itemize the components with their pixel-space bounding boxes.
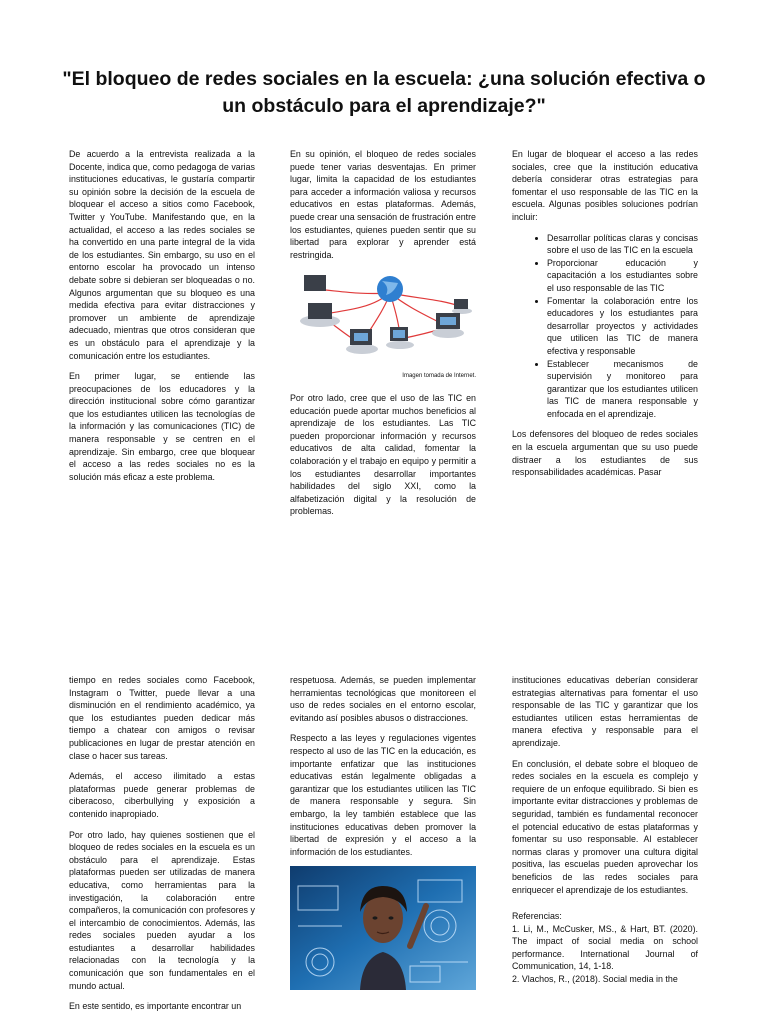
page2-column-3 bbox=[512, 674, 698, 986]
reference-item: 1. Li, M., McCusker, MS., & Hart, BT. (2020). The impact of social media on school performance. International Journal of Communication, 14, 1-18. bbox=[512, 923, 698, 972]
list-item: • Fomentar la colaboración entre los educadores y los estudiantes para desarrollar proyectos y actividades que utilicen las TIC de manera efectiva y responsable bbox=[547, 295, 698, 358]
page1-column-1 bbox=[69, 148, 255, 491]
image-caption: Imagen tomada de Internet. bbox=[402, 373, 476, 380]
paragraph: Respecto a las leyes y regulaciones vigentes respecto al uso de las TIC en la educación, es importante enfatizar que las instituciones educativas están legalmente obligadas a garantizar que los estudiantes utilicen las TIC de manera responsable y segura. Sin embargo, la ley también establece que las instituciones educativas deben promover la libertad de expresión y el acceso a la información de los estudiantes. bbox=[290, 733, 476, 857]
paragraph: Por otro lado, hay quienes sostienen que el bloqueo de redes sociales en la escuela es un obstáculo para el aprendizaje. Estas plataformas pueden ser utilizadas de manera educativa, como herramientas para la investigación, la colaboración entre compañeros, la comunicación con profesores y el intercambio de conocimientos. Además, las redes sociales pueden ayudar a los estudiantes a desarrollar habilidades relacionadas con la tecnología y la comunicación que son fundamentales en el mundo actual. bbox=[69, 829, 255, 991]
list-item: • Proporcionar educación y capacitación a los estudiantes sobre el uso responsable de las TIC bbox=[547, 257, 698, 295]
reference-item: 2. Vlachos, R., (2018). Social media in the bbox=[512, 974, 678, 985]
article-title: "El bloqueo de redes sociales en la escuela: ¿una solución efectiva o un obstáculo para el aprendizaje?" bbox=[62, 68, 706, 117]
woman-touchscreen-photo bbox=[290, 866, 476, 990]
page2-column-2 bbox=[290, 674, 476, 990]
page1-column-2 bbox=[290, 148, 476, 526]
list-item: • Desarrollar políticas claras y concisas sobre el uso de las TIC en la escuela bbox=[547, 232, 698, 257]
references-heading: Referencias: bbox=[512, 911, 562, 922]
paragraph: Los defensores del bloqueo de redes sociales en la escuela argumentan que su uso puede distraer a los estudiantes de sus responsabilidades académicas. Pasar bbox=[512, 429, 698, 478]
paragraph: En lugar de bloquear el acceso a las redes sociales, cree que la institución educativa debería considerar otras estrategias para fomentar el uso responsable de las TIC en la escuela. Algunas posibles soluciones podrían incluir: bbox=[512, 149, 698, 222]
page2-column-1 bbox=[69, 674, 255, 1021]
paragraph: instituciones educativas deberían considerar estrategias alternativas para fomentar el uso responsable de las TIC y garantizar que los estudiantes utilicen estas herramientas de manera efectiva y responsable para el aprendizaje. bbox=[512, 675, 698, 748]
page1-column-3 bbox=[512, 148, 698, 487]
paragraph: Además, el acceso ilimitado a estas plataformas puede generar problemas de ciberacoso, ciberbullying y exposición a contenido inapropiado. bbox=[69, 771, 255, 819]
paragraph: En primer lugar, se entiende las preocupaciones de los educadores y la dirección institucional sobre cómo garantizar que los estudiantes utilicen las tecnologías de la información y las comunicaciones (TIC) de manera responsable y se centren en el aprendizaje. Sin embargo, cree que bloquear el acceso a las redes sociales no es la solución más eficaz a este problema. bbox=[69, 371, 255, 482]
list-item: • Establecer mecanismos de supervisión y monitoreo para garantizar que los estudiantes utilicen las TIC de manera responsable y enfocada en el aprendizaje. bbox=[547, 358, 698, 421]
paragraph: En este sentido, es importante encontrar un bbox=[69, 1001, 242, 1012]
paragraph: tiempo en redes sociales como Facebook, Instagram o Twitter, puede llevar a una disminución en el rendimiento académico, ya que los estudiantes pueden dedicar más tiempo a chatear con amigos o revisar publicaciones en lugar de prestar atención en clase o hacer sus tareas. bbox=[69, 675, 255, 761]
paragraph: En su opinión, el bloqueo de redes sociales puede tener varias desventajas. En primer lugar, limita la capacidad de los estudiantes para acceder a información valiosa y recursos educativos en estas plataformas. Además, puede crear una sensación de frustración entre los estudiantes, quienes pueden sentir que su libertad para explorar y aprender está restringida. bbox=[290, 149, 476, 260]
network-servers-illustration bbox=[290, 269, 476, 365]
solutions-list bbox=[512, 232, 698, 421]
paragraph: Por otro lado, cree que el uso de las TIC en educación puede aportar muchos beneficios al aprendizaje de los estudiantes. Las TIC pueden proporcionar información y recursos educativos de alta calidad, fomentar la colaboración y el trabajo en equipo y permitir a los estudiantes desarrollar importantes habilidades del siglo XXI, como la alfabetización digital y la resolución de problemas. bbox=[290, 392, 476, 517]
paragraph: En conclusión, el debate sobre el bloqueo de redes sociales en la escuela es complejo y requiere de un enfoque equilibrado. Si bien es importante evitar distracciones y problemas de seguridad, también es fundamental reconocer el potencial educativo de estas plataformas y fomentar su uso responsable. Al establecer normas claras y promover una cultura digital positiva, las escuelas pueden aprovechar los beneficios de las redes sociales para enriquecer el aprendizaje de los estudiantes. bbox=[512, 758, 698, 895]
paragraph: respetuosa. Además, se pueden implementar herramientas tecnológicas que monitoreen el uso de redes sociales en el entorno escolar, evitando así posibles abusos o distracciones. bbox=[290, 675, 476, 723]
paragraph: De acuerdo a la entrevista realizada a la Docente, indica que, como pedagoga de varias instituciones educativas, le gustaría compartir su opinión sobre la decisión de la escuela de bloquear el acceso a sitios como Facebook, Twitter y YouTube. Manifestando que, en la actualidad, el acceso a las redes sociales se ha convertido en una parte integral de la vida de los estudiantes. Sin embargo, su uso en el entorno escolar ha provocado un intenso debate sobre si debieran ser bloqueadas o no. Algunos argumentan que su bloqueo es una medida efectiva para evitar distracciones y promover un ambiente de aprendizaje adecuado, mientras que otros consideran que es un obstáculo para el aprendizaje y la comunicación entre los estudiantes. bbox=[69, 149, 255, 361]
